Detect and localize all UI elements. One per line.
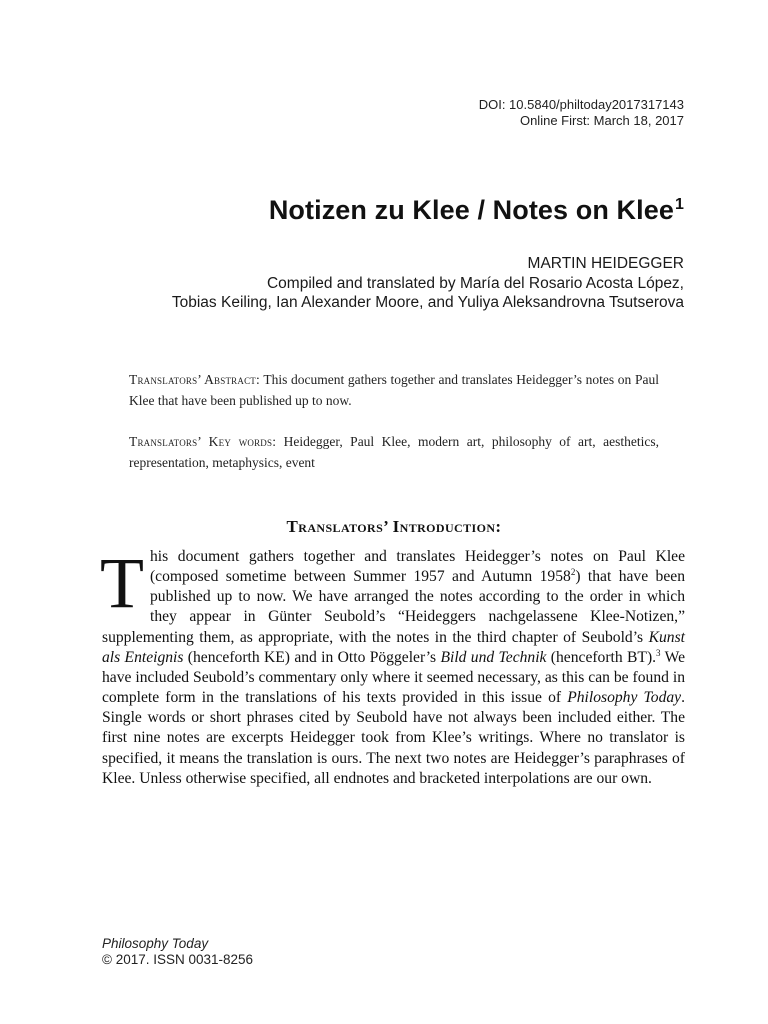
- endnote-marker-2: 2: [570, 567, 576, 578]
- title-text: Notizen zu Klee / Notes on Klee: [268, 195, 674, 225]
- journal-name: Philosophy Today: [102, 936, 209, 951]
- introduction-body: [100, 543, 685, 789]
- drop-cap: T: [100, 543, 144, 623]
- byline: [172, 254, 684, 313]
- introduction-heading: Translators’ Introduction:: [286, 517, 502, 536]
- compiled-by-line-2: Tobias Keiling, Ian Alexander Moore, and Yuliya Aleksandrovna Tsutserova: [171, 294, 684, 311]
- intro-text-b: ) that have been published up to now. We have arranged the notes according to the order in which they appear in Günter Seubold’s “Heideggers nachgelassene Klee-Notizen,” supplementing them, as appropriate, with the notes in the third chapter of Seubold’s: [102, 568, 685, 646]
- copyright-issn: © 2017. ISSN 0031-8256: [102, 952, 254, 967]
- intro-text-a: his document gathers together and translates Heidegger’s notes on Paul Klee (composed sometime between Summer 1957 and Autumn 1958: [149, 548, 685, 586]
- page-footer: [102, 936, 253, 968]
- keywords: [129, 432, 659, 473]
- title-note-marker: 1: [675, 196, 684, 213]
- keywords-text: Heidegger, Paul Klee, modern art, philosophy of art, aesthetics, representation, metaphysics, event: [129, 434, 659, 470]
- book-title-bild-und-technik: Bild und Technik: [440, 648, 547, 666]
- keywords-label: Translators’ Key words:: [129, 434, 277, 449]
- article-title: [269, 195, 684, 226]
- abstract: [129, 370, 659, 411]
- abstract-label: Translators’ Abstract:: [129, 372, 260, 387]
- compiled-by-line-1: Compiled and translated by María del Rosario Acosta López,: [266, 274, 684, 292]
- abstract-text: This document gathers together and translates Heidegger’s notes on Paul Klee that have been published up to now.: [129, 372, 659, 408]
- intro-text-c: (henceforth KE) and in Otto Pöggeler’s: [183, 648, 441, 666]
- online-first-date: Online First: March 18, 2017: [519, 113, 684, 128]
- endnote-marker-3: 3: [656, 647, 661, 658]
- book-title-kunst-als-enteignis: Kunst als Enteignis: [102, 628, 685, 666]
- intro-text-d: (henceforth BT).: [546, 648, 657, 666]
- intro-text-e: We have included Seubold’s commentary only where it seemed necessary, as this can be found in complete form in the translations of his texts provided in this issue of: [102, 648, 685, 707]
- doi-text: DOI: 10.5840/philtoday2017317143: [478, 97, 684, 112]
- intro-text-f: . Single words or short phrases cited by Seubold have not always been included either. The first nine notes are excerpts Heidegger took from Klee’s writings. Where no translator is specified, it means the translation is ours. The next two notes are Heidegger’s paraphrases of Klee. Unless otherwise specified, all endnotes and bracketed interpolations are our own.: [102, 689, 685, 787]
- doi-block: [479, 97, 684, 129]
- journal-title-inline: Philosophy Today: [567, 689, 682, 707]
- author-name: MARTIN HEIDEGGER: [527, 255, 684, 272]
